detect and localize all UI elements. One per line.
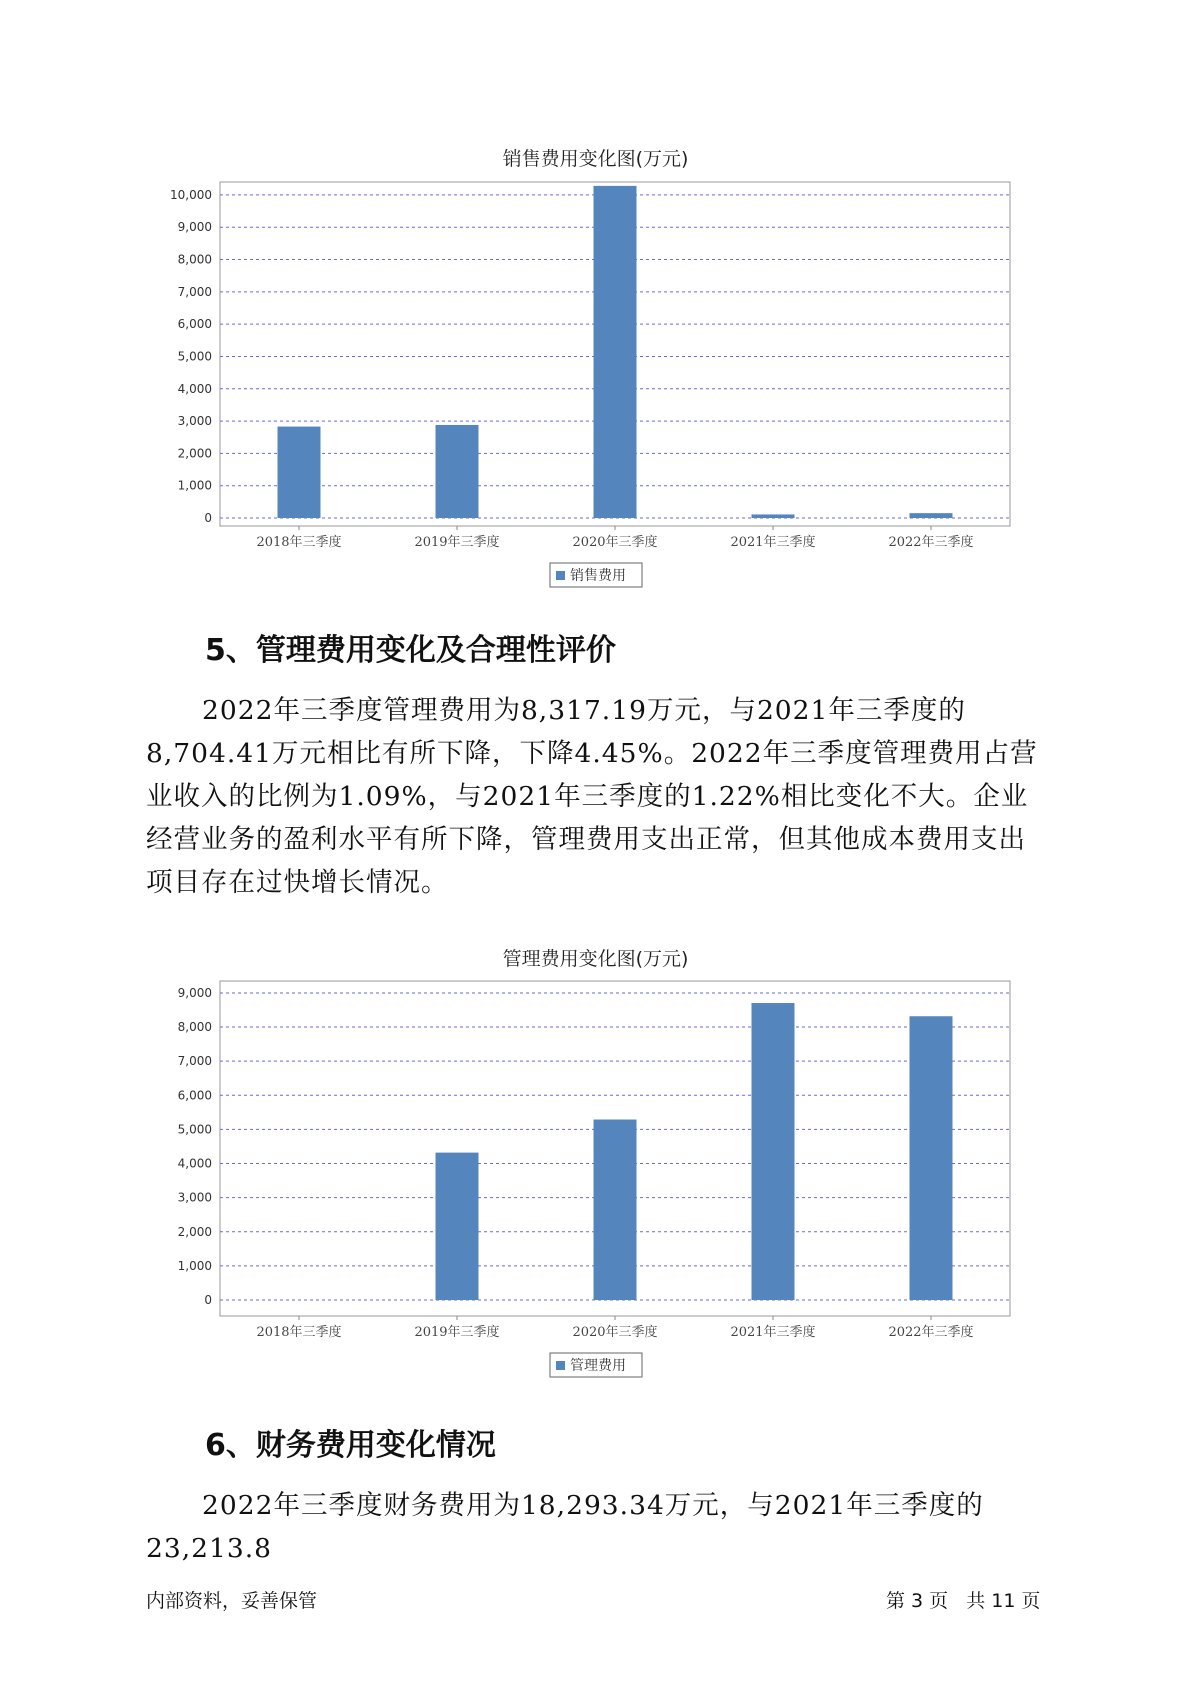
x-tick-label: 2020年三季度 (572, 535, 658, 550)
bar (594, 1120, 637, 1300)
chart-title-sales: 销售费用变化图(万元) (502, 148, 689, 170)
page-unit: 页 (929, 1590, 949, 1612)
section-paragraph-finance-expense: 2022年三季度财务费用为18,293.34万元，与2021年三季度的23,213.8 (146, 1490, 984, 1564)
x-tick-label: 2020年三季度 (572, 1325, 658, 1340)
bar (910, 513, 953, 518)
x-tick-label: 2018年三季度 (256, 1325, 342, 1340)
y-tick-label: 6,000 (177, 317, 212, 332)
management-expense-chart (0, 972, 1191, 1402)
y-tick-label: 4,000 (177, 1156, 212, 1171)
footer-confidential-note: 内部资料，妥善保管 (146, 1590, 318, 1612)
y-tick-label: 0 (204, 511, 212, 525)
bar (436, 1153, 479, 1300)
page-prefix: 第 (886, 1590, 906, 1612)
y-tick-label: 5,000 (177, 349, 212, 364)
x-tick-label: 2022年三季度 (888, 1325, 974, 1340)
x-tick-label: 2019年三季度 (414, 535, 500, 550)
y-tick-label: 5,000 (177, 1122, 212, 1137)
y-tick-label: 9,000 (177, 220, 212, 235)
y-tick-label: 3,000 (177, 414, 212, 429)
y-tick-label: 1,000 (177, 1258, 212, 1273)
y-tick-label: 0 (204, 1293, 212, 1307)
legend-label: 管理费用 (570, 1358, 626, 1374)
bar (910, 1016, 953, 1300)
total-pages: 11 (991, 1590, 1016, 1612)
footer-page-info (886, 1586, 1046, 1613)
x-tick-label: 2021年三季度 (730, 1325, 816, 1340)
bar (594, 186, 637, 518)
bar (752, 1003, 795, 1300)
x-tick-label: 2019年三季度 (414, 1325, 500, 1340)
legend-label: 销售费用 (570, 568, 626, 584)
y-tick-label: 8,000 (177, 1020, 212, 1035)
y-tick-label: 4,000 (177, 381, 212, 396)
y-tick-label: 8,000 (177, 252, 212, 267)
total-unit: 页 (1021, 1590, 1041, 1612)
y-tick-label: 6,000 (177, 1088, 212, 1103)
section-paragraph-management-expense: 2022年三季度管理费用为8,317.19万元，与2021年三季度的8,704.41万元相比有所下降，下降4.45%。2022年三季度管理费用占营业收入的比例为1.09%，与2021年三季度的1.22%相比变化不大。企业经营业务的盈利水平有所下降，管理费用支出正常，但其他成本费用支出项目存在过快增长情况。 (146, 695, 1038, 898)
legend-swatch (556, 1361, 565, 1370)
x-tick-label: 2021年三季度 (730, 535, 816, 550)
section-heading-management-expense: 5、管理费用变化及合理性评价 (205, 633, 616, 668)
chart-title-management: 管理费用变化图(万元) (502, 948, 689, 970)
sales-expense-chart (0, 180, 1191, 620)
bar (752, 514, 795, 518)
y-tick-label: 3,000 (177, 1190, 212, 1205)
x-tick-label: 2018年三季度 (256, 535, 342, 550)
y-tick-label: 2,000 (177, 446, 212, 461)
y-tick-label: 9,000 (177, 985, 212, 1000)
legend-swatch (556, 571, 565, 580)
y-tick-label: 7,000 (177, 284, 212, 299)
page-number: 3 (911, 1590, 924, 1612)
y-tick-label: 2,000 (177, 1224, 212, 1239)
x-tick-label: 2022年三季度 (888, 535, 974, 550)
total-prefix: 共 (966, 1590, 986, 1612)
y-tick-label: 10,000 (170, 187, 212, 202)
section-heading-finance-expense: 6、财务费用变化情况 (205, 1428, 496, 1463)
bar (278, 427, 321, 518)
bar (436, 425, 479, 518)
y-tick-label: 7,000 (177, 1054, 212, 1069)
y-tick-label: 1,000 (177, 478, 212, 493)
